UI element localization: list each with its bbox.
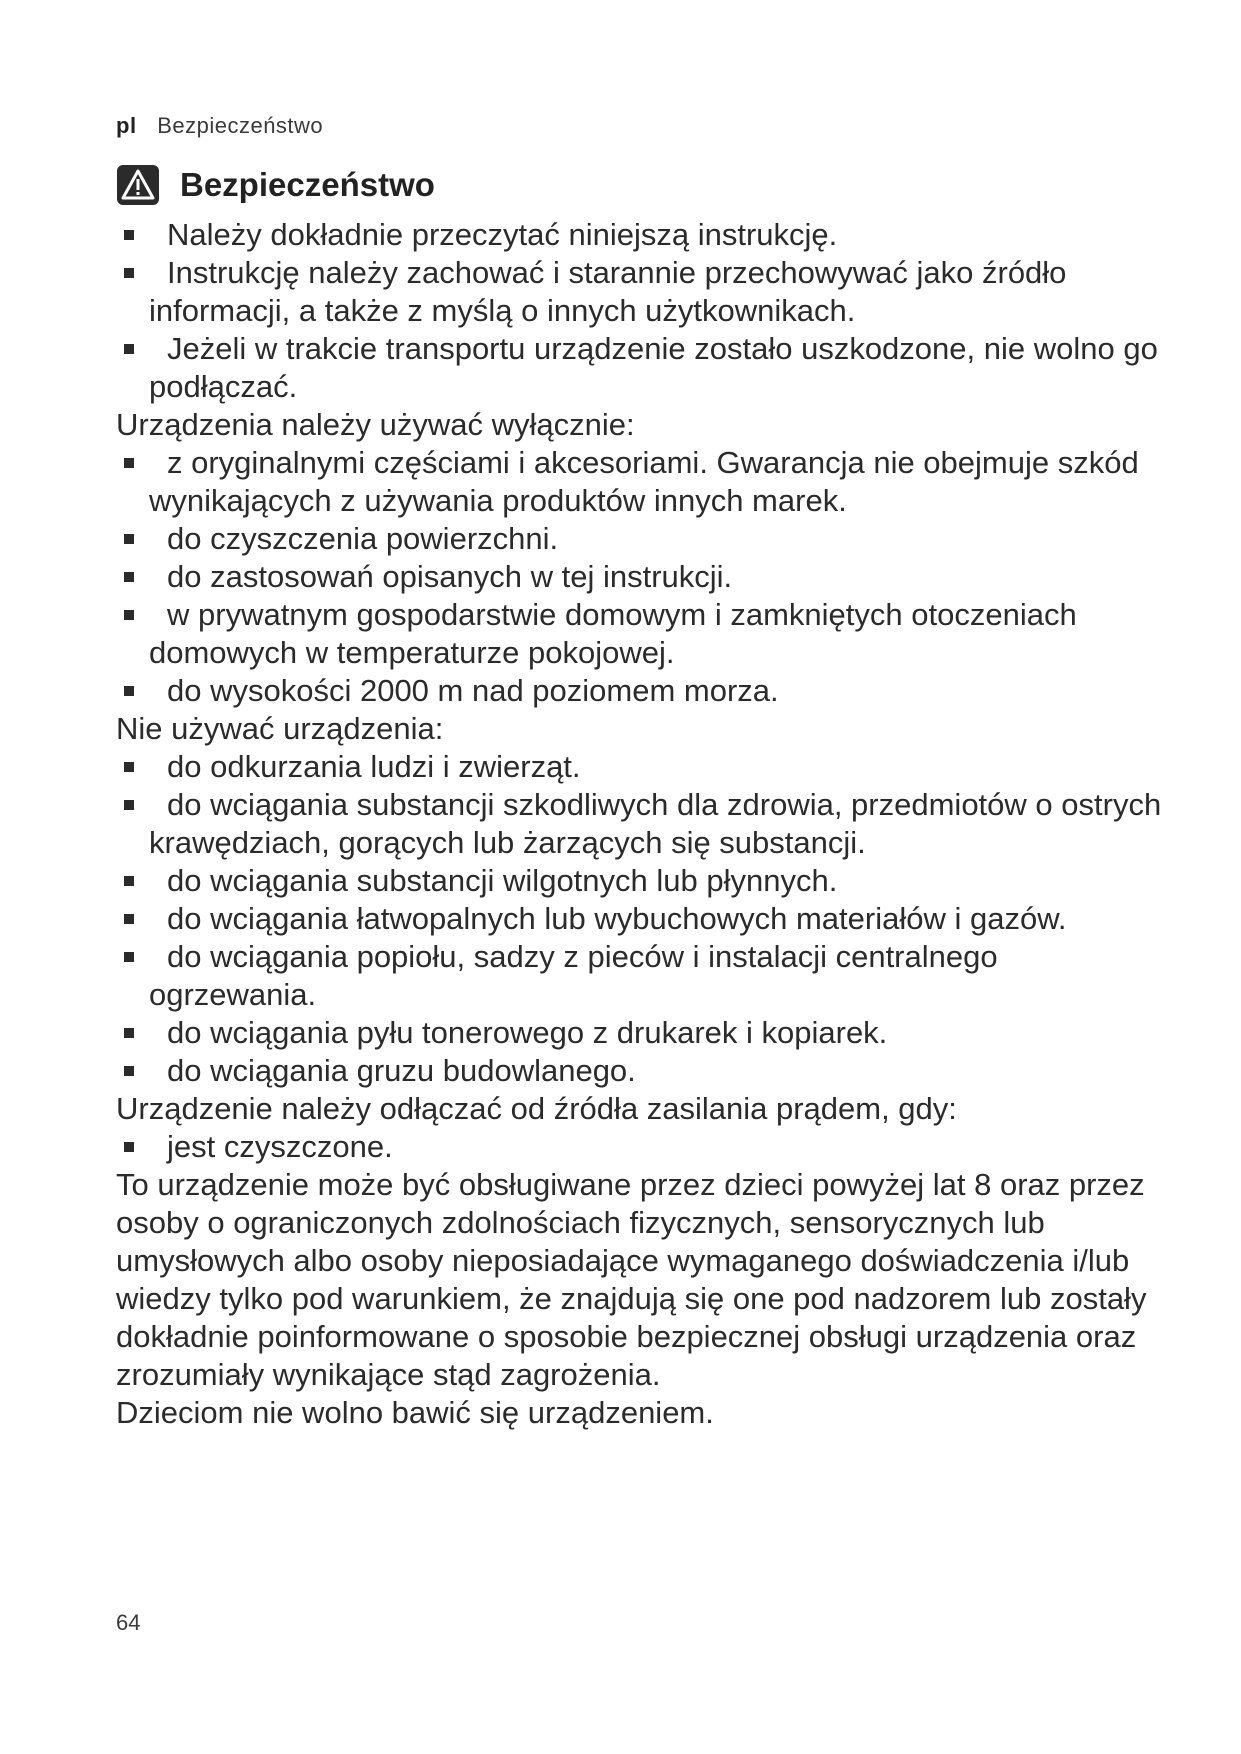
children-play-paragraph: Dzieciom nie wolno bawić się urządzeniem. — [116, 1395, 714, 1430]
list-item: w prywatnym gospodarstwie domowym i zamkniętych otoczeniach domowych w temperaturze pokojowej. — [116, 596, 1176, 672]
header-section-title: Bezpieczeństwo — [157, 113, 324, 138]
disconnect-heading: Urządzenie należy odłączać od źródła zasilania prądem, gdy: — [116, 1091, 957, 1126]
list-item: Jeżeli w trakcie transportu urządzenie zostało uszkodzone, nie wolno go podłączać. — [116, 330, 1176, 406]
use-only-heading: Urządzenia należy używać wyłącznie: — [116, 407, 635, 442]
do-not-use-list — [116, 748, 1176, 1090]
children-paragraph: To urządzenie może być obsługiwane przez dzieci powyżej lat 8 oraz przez osoby o ograniczonych zdolnościach fizycznych, sensorycznych lub umysłowych albo osoby nieposiadające wymaganego doświadczenia i/lub wiedzy tylko pod warunkiem, że znajdują się one pod nadzorem lub zostały dokładnie poinformowane o sposobie bezpiecznej obsługi urządzenia oraz zrozumiały wynikające stąd zagrożenia. — [116, 1167, 1147, 1392]
running-header — [116, 113, 323, 139]
use-only-list — [116, 444, 1176, 710]
list-item: do zastosowań opisanych w tej instrukcji. — [116, 558, 1176, 596]
list-item: do wciągania substancji wilgotnych lub płynnych. — [116, 862, 1176, 900]
list-item: do czyszczenia powierzchni. — [116, 520, 1176, 558]
list-item: Instrukcję należy zachować i starannie przechowywać jako źródło informacji, a także z myślą o innych użytkownikach. — [116, 254, 1176, 330]
list-item: Należy dokładnie przeczytać niniejszą instrukcję. — [116, 216, 1176, 254]
list-item: do wciągania łatwopalnych lub wybuchowych materiałów i gazów. — [116, 900, 1176, 938]
page-number: 64 — [116, 1610, 141, 1635]
list-item: do wciągania gruzu budowlanego. — [116, 1052, 1176, 1090]
list-item: do wciągania popiołu, sadzy z pieców i instalacji centralnego ogrzewania. — [116, 938, 1176, 1014]
warning-triangle-icon — [116, 164, 160, 206]
list-item: jest czyszczone. — [116, 1128, 1176, 1166]
do-not-use-heading: Nie używać urządzenia: — [116, 711, 444, 746]
safety-content — [116, 216, 1176, 1432]
intro-bullet-list — [116, 216, 1176, 406]
list-item: z oryginalnymi częściami i akcesoriami. Gwarancja nie obejmuje szkód wynikających z używania produktów innych marek. — [116, 444, 1176, 520]
section-heading — [116, 164, 435, 206]
disconnect-list — [116, 1128, 1176, 1166]
list-item: do wysokości 2000 m nad poziomem morza. — [116, 672, 1176, 710]
language-code: pl — [116, 113, 137, 138]
list-item: do wciągania substancji szkodliwych dla zdrowia, przedmiotów o ostrych krawędziach, gorących lub żarzących się substancji. — [116, 786, 1176, 862]
list-item: do wciągania pyłu tonerowego z drukarek i kopiarek. — [116, 1014, 1176, 1052]
page-title: Bezpieczeństwo — [180, 166, 435, 203]
list-item: do odkurzania ludzi i zwierząt. — [116, 748, 1176, 786]
